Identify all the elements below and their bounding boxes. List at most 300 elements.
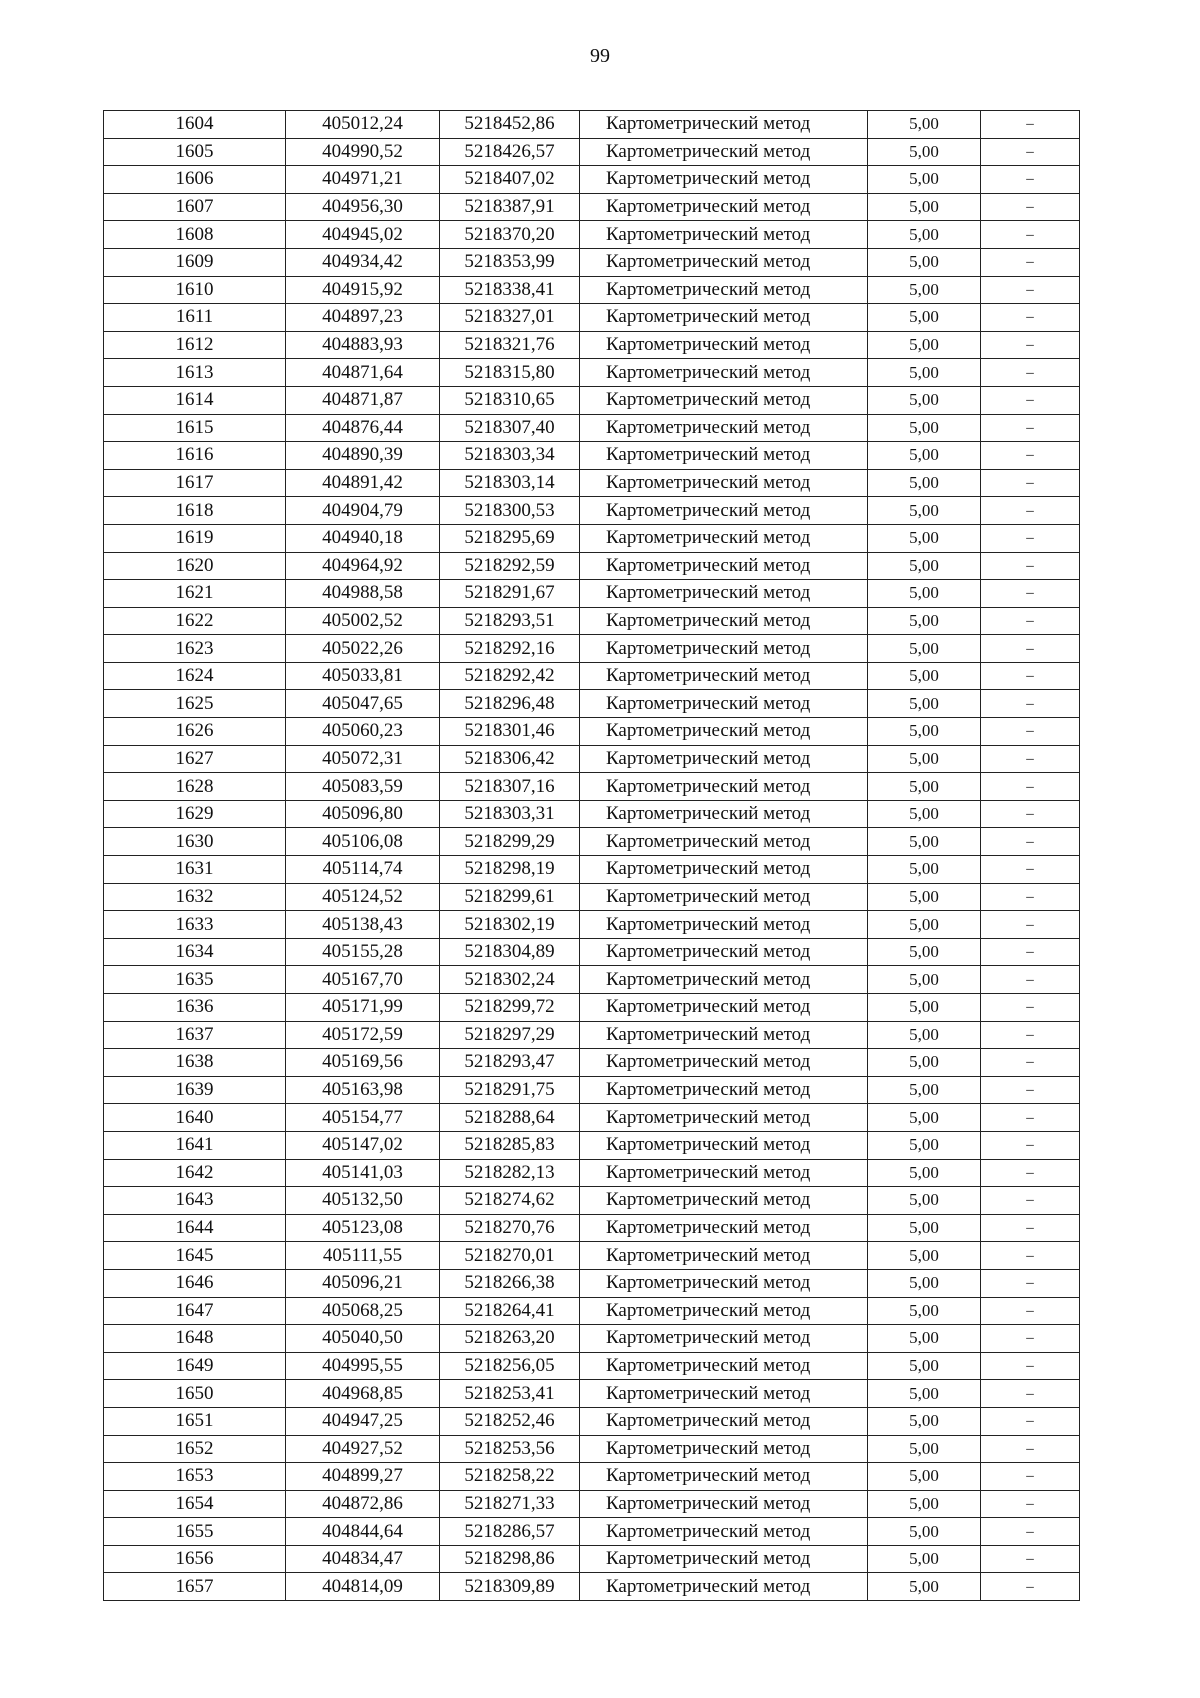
- point-number-cell: 1626: [104, 718, 286, 746]
- table-row: [104, 414, 1080, 442]
- note-cell: –: [981, 1380, 1080, 1408]
- x-coordinate-cell: 404995,55: [286, 1352, 440, 1380]
- x-coordinate-cell: 405072,31: [286, 745, 440, 773]
- point-number-cell: 1620: [104, 552, 286, 580]
- method-cell: Картометрический метод: [580, 911, 868, 939]
- x-coordinate-cell: 405012,24: [286, 111, 440, 139]
- y-coordinate-cell: 5218286,57: [440, 1518, 580, 1546]
- accuracy-cell: 5,00: [868, 883, 981, 911]
- x-coordinate-cell: 404945,02: [286, 221, 440, 249]
- y-coordinate-cell: 5218315,80: [440, 359, 580, 387]
- note-cell: –: [981, 1297, 1080, 1325]
- table-row: [104, 938, 1080, 966]
- table-row: [104, 994, 1080, 1022]
- accuracy-cell: 5,00: [868, 1242, 981, 1270]
- x-coordinate-cell: 404988,58: [286, 580, 440, 608]
- table-row: [104, 1076, 1080, 1104]
- table-row: [104, 1049, 1080, 1077]
- accuracy-cell: 5,00: [868, 111, 981, 139]
- method-cell: Картометрический метод: [580, 1518, 868, 1546]
- accuracy-cell: 5,00: [868, 966, 981, 994]
- note-cell: –: [981, 1242, 1080, 1270]
- table-row: [104, 166, 1080, 194]
- accuracy-cell: 5,00: [868, 166, 981, 194]
- method-cell: Картометрический метод: [580, 1049, 868, 1077]
- table-row: [104, 745, 1080, 773]
- y-coordinate-cell: 5218299,61: [440, 883, 580, 911]
- table-row: [104, 442, 1080, 470]
- note-cell: –: [981, 635, 1080, 663]
- accuracy-cell: 5,00: [868, 276, 981, 304]
- point-number-cell: 1608: [104, 221, 286, 249]
- accuracy-cell: 5,00: [868, 1187, 981, 1215]
- x-coordinate-cell: 405060,23: [286, 718, 440, 746]
- y-coordinate-cell: 5218309,89: [440, 1573, 580, 1601]
- note-cell: –: [981, 994, 1080, 1022]
- y-coordinate-cell: 5218296,48: [440, 690, 580, 718]
- page-number: 99: [590, 45, 610, 67]
- note-cell: –: [981, 800, 1080, 828]
- table-row: [104, 1573, 1080, 1601]
- x-coordinate-cell: 404834,47: [286, 1545, 440, 1573]
- y-coordinate-cell: 5218387,91: [440, 193, 580, 221]
- note-cell: –: [981, 442, 1080, 470]
- point-number-cell: 1654: [104, 1490, 286, 1518]
- note-cell: –: [981, 248, 1080, 276]
- point-number-cell: 1629: [104, 800, 286, 828]
- point-number-cell: 1640: [104, 1104, 286, 1132]
- x-coordinate-cell: 404872,86: [286, 1490, 440, 1518]
- y-coordinate-cell: 5218293,47: [440, 1049, 580, 1077]
- point-number-cell: 1606: [104, 166, 286, 194]
- point-number-cell: 1637: [104, 1021, 286, 1049]
- accuracy-cell: 5,00: [868, 442, 981, 470]
- y-coordinate-cell: 5218263,20: [440, 1325, 580, 1353]
- x-coordinate-cell: 404871,64: [286, 359, 440, 387]
- note-cell: –: [981, 1159, 1080, 1187]
- table-row: [104, 856, 1080, 884]
- point-number-cell: 1628: [104, 773, 286, 801]
- table-row: [104, 911, 1080, 939]
- accuracy-cell: 5,00: [868, 1214, 981, 1242]
- table-row: [104, 359, 1080, 387]
- note-cell: –: [981, 359, 1080, 387]
- note-cell: –: [981, 580, 1080, 608]
- y-coordinate-cell: 5218253,41: [440, 1380, 580, 1408]
- y-coordinate-cell: 5218274,62: [440, 1187, 580, 1215]
- note-cell: –: [981, 1518, 1080, 1546]
- method-cell: Картометрический метод: [580, 1076, 868, 1104]
- table-row: [104, 1490, 1080, 1518]
- x-coordinate-cell: 404876,44: [286, 414, 440, 442]
- method-cell: Картометрический метод: [580, 607, 868, 635]
- method-cell: Картометрический метод: [580, 635, 868, 663]
- x-coordinate-cell: 405132,50: [286, 1187, 440, 1215]
- accuracy-cell: 5,00: [868, 1159, 981, 1187]
- x-coordinate-cell: 405163,98: [286, 1076, 440, 1104]
- y-coordinate-cell: 5218292,59: [440, 552, 580, 580]
- note-cell: –: [981, 1269, 1080, 1297]
- coordinates-table-body: [104, 111, 1080, 1601]
- method-cell: Картометрический метод: [580, 580, 868, 608]
- note-cell: –: [981, 1214, 1080, 1242]
- x-coordinate-cell: 405171,99: [286, 994, 440, 1022]
- method-cell: Картометрический метод: [580, 248, 868, 276]
- y-coordinate-cell: 5218292,42: [440, 662, 580, 690]
- accuracy-cell: 5,00: [868, 1021, 981, 1049]
- note-cell: –: [981, 966, 1080, 994]
- accuracy-cell: 5,00: [868, 386, 981, 414]
- note-cell: –: [981, 690, 1080, 718]
- table-row: [104, 497, 1080, 525]
- point-number-cell: 1650: [104, 1380, 286, 1408]
- method-cell: Картометрический метод: [580, 138, 868, 166]
- accuracy-cell: 5,00: [868, 497, 981, 525]
- y-coordinate-cell: 5218266,38: [440, 1269, 580, 1297]
- y-coordinate-cell: 5218338,41: [440, 276, 580, 304]
- method-cell: Картометрический метод: [580, 745, 868, 773]
- point-number-cell: 1656: [104, 1545, 286, 1573]
- point-number-cell: 1634: [104, 938, 286, 966]
- y-coordinate-cell: 5218256,05: [440, 1352, 580, 1380]
- method-cell: Картометрический метод: [580, 883, 868, 911]
- x-coordinate-cell: 404891,42: [286, 469, 440, 497]
- table-row: [104, 580, 1080, 608]
- point-number-cell: 1627: [104, 745, 286, 773]
- method-cell: Картометрический метод: [580, 1463, 868, 1491]
- point-number-cell: 1615: [104, 414, 286, 442]
- point-number-cell: 1648: [104, 1325, 286, 1353]
- y-coordinate-cell: 5218310,65: [440, 386, 580, 414]
- y-coordinate-cell: 5218298,19: [440, 856, 580, 884]
- method-cell: Картометрический метод: [580, 331, 868, 359]
- point-number-cell: 1614: [104, 386, 286, 414]
- point-number-cell: 1655: [104, 1518, 286, 1546]
- y-coordinate-cell: 5218291,67: [440, 580, 580, 608]
- note-cell: –: [981, 662, 1080, 690]
- x-coordinate-cell: 404947,25: [286, 1407, 440, 1435]
- point-number-cell: 1607: [104, 193, 286, 221]
- accuracy-cell: 5,00: [868, 800, 981, 828]
- accuracy-cell: 5,00: [868, 938, 981, 966]
- x-coordinate-cell: 404940,18: [286, 524, 440, 552]
- accuracy-cell: 5,00: [868, 1545, 981, 1573]
- accuracy-cell: 5,00: [868, 1269, 981, 1297]
- note-cell: –: [981, 221, 1080, 249]
- point-number-cell: 1647: [104, 1297, 286, 1325]
- table-row: [104, 883, 1080, 911]
- y-coordinate-cell: 5218299,72: [440, 994, 580, 1022]
- accuracy-cell: 5,00: [868, 414, 981, 442]
- x-coordinate-cell: 405106,08: [286, 828, 440, 856]
- table-row: [104, 1352, 1080, 1380]
- table-row: [104, 552, 1080, 580]
- note-cell: –: [981, 552, 1080, 580]
- table-row: [104, 1518, 1080, 1546]
- note-cell: –: [981, 1187, 1080, 1215]
- x-coordinate-cell: 404904,79: [286, 497, 440, 525]
- note-cell: –: [981, 304, 1080, 332]
- point-number-cell: 1612: [104, 331, 286, 359]
- point-number-cell: 1649: [104, 1352, 286, 1380]
- accuracy-cell: 5,00: [868, 1076, 981, 1104]
- point-number-cell: 1604: [104, 111, 286, 139]
- y-coordinate-cell: 5218252,46: [440, 1407, 580, 1435]
- point-number-cell: 1644: [104, 1214, 286, 1242]
- point-number-cell: 1642: [104, 1159, 286, 1187]
- point-number-cell: 1657: [104, 1573, 286, 1601]
- note-cell: –: [981, 469, 1080, 497]
- point-number-cell: 1633: [104, 911, 286, 939]
- point-number-cell: 1652: [104, 1435, 286, 1463]
- method-cell: Картометрический метод: [580, 1242, 868, 1270]
- method-cell: Картометрический метод: [580, 1214, 868, 1242]
- point-number-cell: 1613: [104, 359, 286, 387]
- table-row: [104, 966, 1080, 994]
- x-coordinate-cell: 405167,70: [286, 966, 440, 994]
- method-cell: Картометрический метод: [580, 1435, 868, 1463]
- note-cell: –: [981, 331, 1080, 359]
- y-coordinate-cell: 5218270,01: [440, 1242, 580, 1270]
- y-coordinate-cell: 5218253,56: [440, 1435, 580, 1463]
- table-row: [104, 828, 1080, 856]
- x-coordinate-cell: 405083,59: [286, 773, 440, 801]
- method-cell: Картометрический метод: [580, 690, 868, 718]
- table-row: [104, 1242, 1080, 1270]
- table-row: [104, 1131, 1080, 1159]
- accuracy-cell: 5,00: [868, 304, 981, 332]
- x-coordinate-cell: 404964,92: [286, 552, 440, 580]
- accuracy-cell: 5,00: [868, 1049, 981, 1077]
- y-coordinate-cell: 5218303,34: [440, 442, 580, 470]
- note-cell: –: [981, 607, 1080, 635]
- accuracy-cell: 5,00: [868, 1407, 981, 1435]
- method-cell: Картометрический метод: [580, 938, 868, 966]
- point-number-cell: 1639: [104, 1076, 286, 1104]
- x-coordinate-cell: 404956,30: [286, 193, 440, 221]
- table-row: [104, 304, 1080, 332]
- x-coordinate-cell: 404934,42: [286, 248, 440, 276]
- accuracy-cell: 5,00: [868, 469, 981, 497]
- accuracy-cell: 5,00: [868, 1297, 981, 1325]
- x-coordinate-cell: 405172,59: [286, 1021, 440, 1049]
- x-coordinate-cell: 405155,28: [286, 938, 440, 966]
- note-cell: –: [981, 718, 1080, 746]
- point-number-cell: 1635: [104, 966, 286, 994]
- method-cell: Картометрический метод: [580, 1297, 868, 1325]
- method-cell: Картометрический метод: [580, 828, 868, 856]
- note-cell: –: [981, 1325, 1080, 1353]
- table-row: [104, 386, 1080, 414]
- method-cell: Картометрический метод: [580, 359, 868, 387]
- accuracy-cell: 5,00: [868, 221, 981, 249]
- x-coordinate-cell: 405096,21: [286, 1269, 440, 1297]
- x-coordinate-cell: 404971,21: [286, 166, 440, 194]
- point-number-cell: 1621: [104, 580, 286, 608]
- y-coordinate-cell: 5218288,64: [440, 1104, 580, 1132]
- table-row: [104, 690, 1080, 718]
- y-coordinate-cell: 5218407,02: [440, 166, 580, 194]
- x-coordinate-cell: 405138,43: [286, 911, 440, 939]
- method-cell: Картометрический метод: [580, 442, 868, 470]
- table-row: [104, 1021, 1080, 1049]
- note-cell: –: [981, 1407, 1080, 1435]
- x-coordinate-cell: 405022,26: [286, 635, 440, 663]
- table-row: [104, 1214, 1080, 1242]
- note-cell: –: [981, 1131, 1080, 1159]
- accuracy-cell: 5,00: [868, 1352, 981, 1380]
- accuracy-cell: 5,00: [868, 552, 981, 580]
- method-cell: Картометрический метод: [580, 856, 868, 884]
- accuracy-cell: 5,00: [868, 1325, 981, 1353]
- note-cell: –: [981, 524, 1080, 552]
- method-cell: Картометрический метод: [580, 304, 868, 332]
- note-cell: –: [981, 1104, 1080, 1132]
- method-cell: Картометрический метод: [580, 1325, 868, 1353]
- x-coordinate-cell: 404883,93: [286, 331, 440, 359]
- method-cell: Картометрический метод: [580, 524, 868, 552]
- table-row: [104, 1545, 1080, 1573]
- y-coordinate-cell: 5218303,14: [440, 469, 580, 497]
- table-row: [104, 331, 1080, 359]
- point-number-cell: 1618: [104, 497, 286, 525]
- accuracy-cell: 5,00: [868, 773, 981, 801]
- x-coordinate-cell: 405114,74: [286, 856, 440, 884]
- point-number-cell: 1611: [104, 304, 286, 332]
- accuracy-cell: 5,00: [868, 1463, 981, 1491]
- x-coordinate-cell: 404844,64: [286, 1518, 440, 1546]
- point-number-cell: 1624: [104, 662, 286, 690]
- accuracy-cell: 5,00: [868, 524, 981, 552]
- x-coordinate-cell: 404990,52: [286, 138, 440, 166]
- x-coordinate-cell: 404897,23: [286, 304, 440, 332]
- y-coordinate-cell: 5218264,41: [440, 1297, 580, 1325]
- table-row: [104, 1104, 1080, 1132]
- x-coordinate-cell: 405047,65: [286, 690, 440, 718]
- accuracy-cell: 5,00: [868, 635, 981, 663]
- y-coordinate-cell: 5218270,76: [440, 1214, 580, 1242]
- note-cell: –: [981, 386, 1080, 414]
- table-row: [104, 1463, 1080, 1491]
- accuracy-cell: 5,00: [868, 718, 981, 746]
- accuracy-cell: 5,00: [868, 607, 981, 635]
- method-cell: Картометрический метод: [580, 166, 868, 194]
- note-cell: –: [981, 166, 1080, 194]
- x-coordinate-cell: 405169,56: [286, 1049, 440, 1077]
- accuracy-cell: 5,00: [868, 745, 981, 773]
- accuracy-cell: 5,00: [868, 1573, 981, 1601]
- note-cell: –: [981, 193, 1080, 221]
- accuracy-cell: 5,00: [868, 359, 981, 387]
- method-cell: Картометрический метод: [580, 1545, 868, 1573]
- method-cell: Картометрический метод: [580, 1104, 868, 1132]
- accuracy-cell: 5,00: [868, 1490, 981, 1518]
- accuracy-cell: 5,00: [868, 331, 981, 359]
- table-row: [104, 1407, 1080, 1435]
- y-coordinate-cell: 5218299,29: [440, 828, 580, 856]
- method-cell: Картометрический метод: [580, 1407, 868, 1435]
- x-coordinate-cell: 405123,08: [286, 1214, 440, 1242]
- y-coordinate-cell: 5218298,86: [440, 1545, 580, 1573]
- x-coordinate-cell: 405033,81: [286, 662, 440, 690]
- note-cell: –: [981, 773, 1080, 801]
- note-cell: –: [981, 414, 1080, 442]
- y-coordinate-cell: 5218306,42: [440, 745, 580, 773]
- method-cell: Картометрический метод: [580, 994, 868, 1022]
- method-cell: Картометрический метод: [580, 773, 868, 801]
- point-number-cell: 1631: [104, 856, 286, 884]
- point-number-cell: 1605: [104, 138, 286, 166]
- point-number-cell: 1653: [104, 1463, 286, 1491]
- method-cell: Картометрический метод: [580, 497, 868, 525]
- accuracy-cell: 5,00: [868, 856, 981, 884]
- note-cell: –: [981, 138, 1080, 166]
- method-cell: Картометрический метод: [580, 718, 868, 746]
- note-cell: –: [981, 911, 1080, 939]
- y-coordinate-cell: 5218327,01: [440, 304, 580, 332]
- method-cell: Картометрический метод: [580, 386, 868, 414]
- note-cell: –: [981, 883, 1080, 911]
- accuracy-cell: 5,00: [868, 1131, 981, 1159]
- y-coordinate-cell: 5218307,40: [440, 414, 580, 442]
- accuracy-cell: 5,00: [868, 193, 981, 221]
- y-coordinate-cell: 5218452,86: [440, 111, 580, 139]
- table-row: [104, 1325, 1080, 1353]
- method-cell: Картометрический метод: [580, 662, 868, 690]
- point-number-cell: 1619: [104, 524, 286, 552]
- table-row: [104, 1269, 1080, 1297]
- x-coordinate-cell: 405040,50: [286, 1325, 440, 1353]
- table-row: [104, 773, 1080, 801]
- y-coordinate-cell: 5218301,46: [440, 718, 580, 746]
- x-coordinate-cell: 405068,25: [286, 1297, 440, 1325]
- accuracy-cell: 5,00: [868, 828, 981, 856]
- table-row: [104, 1297, 1080, 1325]
- point-number-cell: 1616: [104, 442, 286, 470]
- y-coordinate-cell: 5218282,13: [440, 1159, 580, 1187]
- method-cell: Картометрический метод: [580, 1490, 868, 1518]
- table-row: [104, 1159, 1080, 1187]
- note-cell: –: [981, 276, 1080, 304]
- method-cell: Картометрический метод: [580, 1159, 868, 1187]
- point-number-cell: 1632: [104, 883, 286, 911]
- x-coordinate-cell: 405141,03: [286, 1159, 440, 1187]
- y-coordinate-cell: 5218304,89: [440, 938, 580, 966]
- x-coordinate-cell: 405147,02: [286, 1131, 440, 1159]
- table-row: [104, 248, 1080, 276]
- table-row: [104, 800, 1080, 828]
- point-number-cell: 1636: [104, 994, 286, 1022]
- point-number-cell: 1645: [104, 1242, 286, 1270]
- note-cell: –: [981, 111, 1080, 139]
- method-cell: Картометрический метод: [580, 276, 868, 304]
- point-number-cell: 1643: [104, 1187, 286, 1215]
- accuracy-cell: 5,00: [868, 1104, 981, 1132]
- coordinates-table: [103, 110, 1080, 1601]
- point-number-cell: 1609: [104, 248, 286, 276]
- point-number-cell: 1651: [104, 1407, 286, 1435]
- method-cell: Картометрический метод: [580, 469, 868, 497]
- method-cell: Картометрический метод: [580, 221, 868, 249]
- table-row: [104, 607, 1080, 635]
- table-row: [104, 138, 1080, 166]
- note-cell: –: [981, 497, 1080, 525]
- table-row: [104, 193, 1080, 221]
- accuracy-cell: 5,00: [868, 138, 981, 166]
- note-cell: –: [981, 1352, 1080, 1380]
- y-coordinate-cell: 5218271,33: [440, 1490, 580, 1518]
- note-cell: –: [981, 1021, 1080, 1049]
